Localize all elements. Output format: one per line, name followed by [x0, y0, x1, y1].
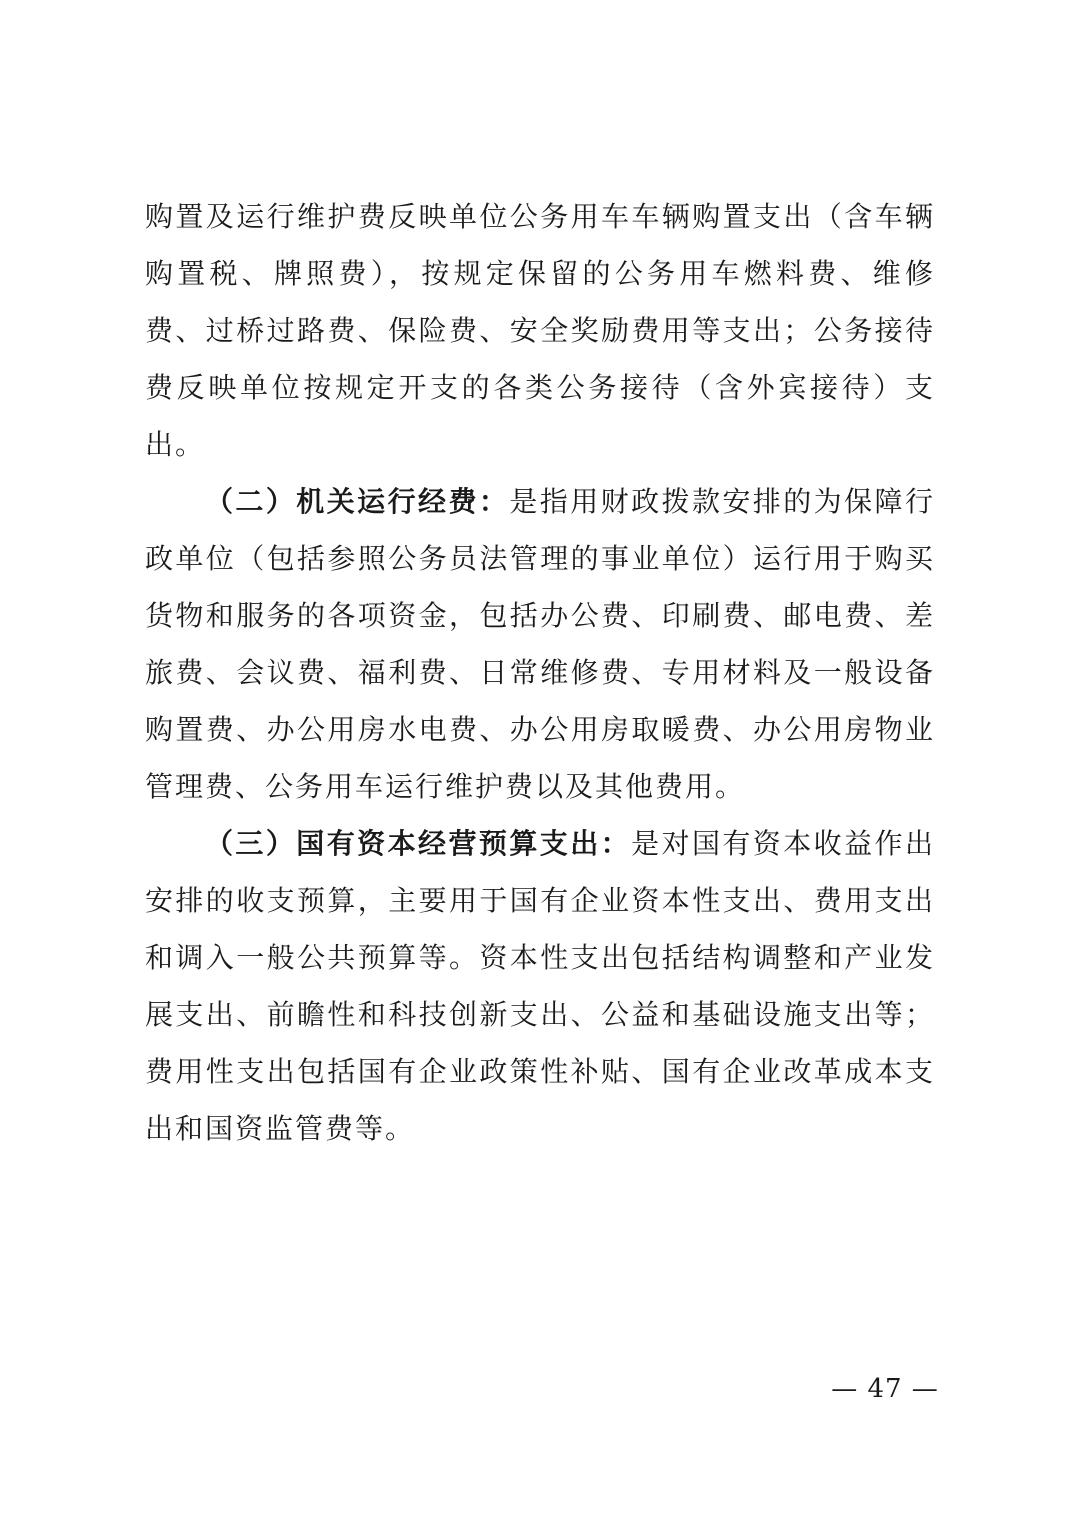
paragraph-text: 是对国有资本收益作出安排的收支预算，主要用于国有企业资本性支出、费用支出和调入一般公共预算等。资本性支出包括结构调整和产业发展支出、前瞻性和科技创新支出、公益和基础设施支出等；费用性支出包括国有企业政策性补贴、国有企业改革成本支出和国资监管费等。 — [145, 827, 935, 1145]
paragraph-text: 是指用财政拨款安排的为保障行政单位（包括参照公务员法管理的事业单位）运行用于购买货物和服务的各项资金，包括办公费、印刷费、邮电费、差旅费、会议费、福利费、日常维修费、专用材料及一般设备购置费、办公用房水电费、办公用房取暖费、办公用房物业管理费、公务用车运行维护费以及其他费用。 — [145, 485, 935, 803]
paragraph-continuation — [145, 188, 935, 473]
page-number: — 47 — — [831, 1374, 939, 1404]
paragraph-heading: （三）国有资本经营预算支出： — [205, 827, 632, 860]
paragraph-text: 购置及运行维护费反映单位公务用车车辆购置支出（含车辆购置税、牌照费），按规定保留的公务用车燃料费、维修费、过桥过路费、保险费、安全奖励费用等支出；公务接待费反映单位按规定开支的各类公务接待（含外宾接待）支出。 — [145, 200, 935, 461]
body-text — [145, 188, 935, 1157]
paragraph-agency-operating-expenses — [145, 473, 935, 815]
paragraph-state-capital-budget — [145, 815, 935, 1157]
paragraph-heading: （二）机关运行经费： — [205, 485, 510, 518]
